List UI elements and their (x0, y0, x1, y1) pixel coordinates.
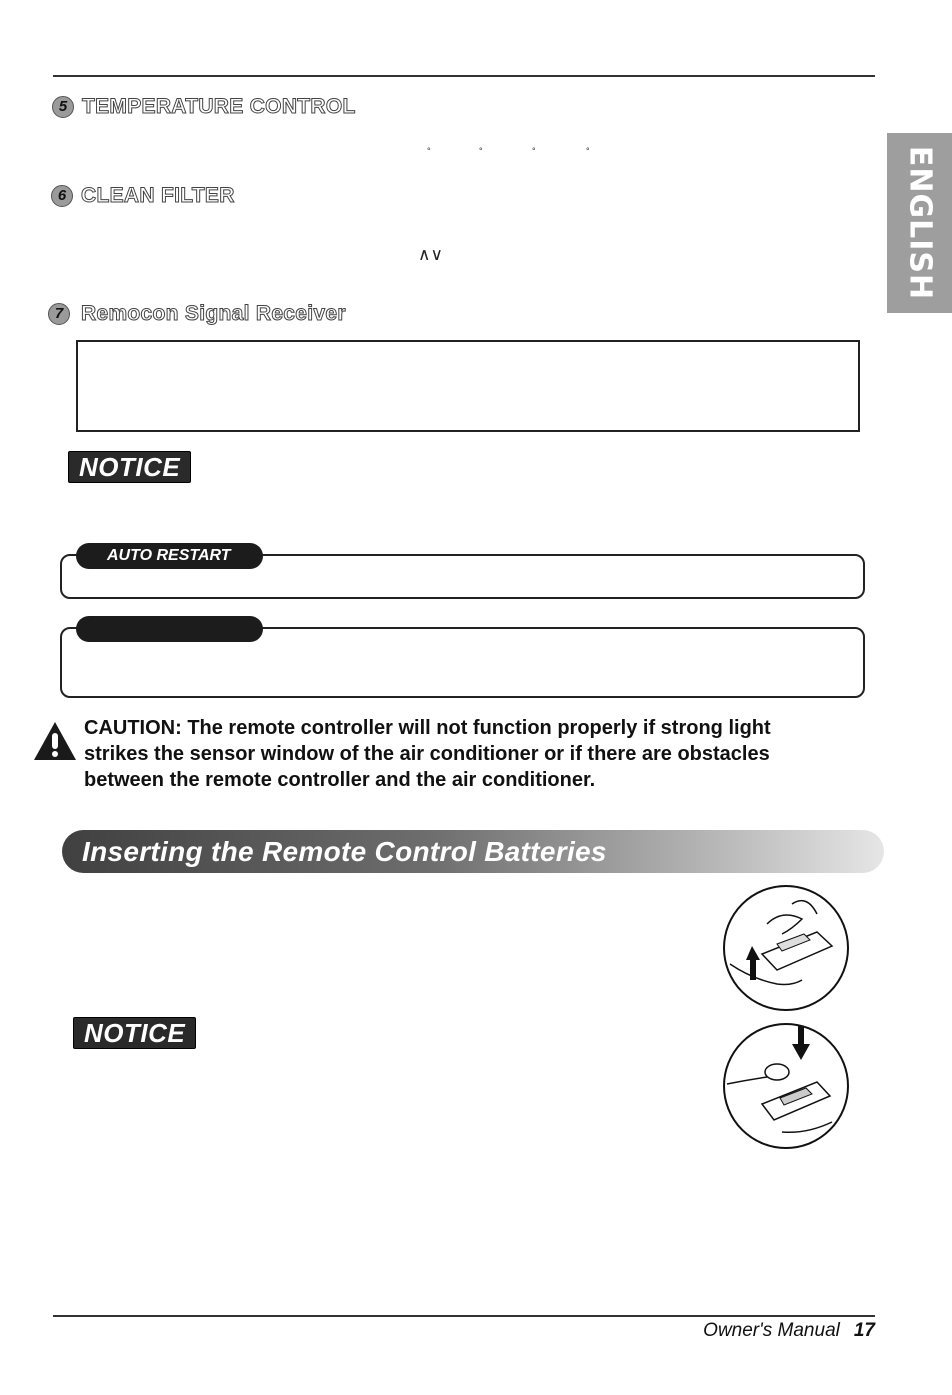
section-number-7: 7 (48, 303, 70, 325)
caution-text: CAUTION: The remote controller will not function properly if strong light strikes the sensor window of the air conditioner or if there are obstacles between the remote controller and the air conditioner. (84, 717, 771, 791)
insert-batteries-illustration (722, 1022, 852, 1150)
section-number-6: 6 (51, 185, 73, 207)
bottom-rule (53, 1315, 875, 1317)
notice-badge: NOTICE (73, 1017, 196, 1049)
up-down-arrows: ∧∨ (418, 245, 443, 264)
notice-badge: NOTICE (68, 451, 191, 483)
info-box-label (76, 616, 263, 642)
batteries-section-title: Inserting the Remote Control Batteries (82, 836, 607, 867)
batteries-section-banner (62, 830, 884, 873)
degree-symbol: ° (586, 146, 590, 156)
manual-title: Owner's Manual (703, 1320, 840, 1341)
section-number-5: 5 (52, 96, 74, 118)
page-number: 17 (853, 1320, 875, 1341)
degree-symbol: ° (532, 146, 536, 156)
top-rule (53, 75, 875, 77)
degree-symbol: ° (479, 146, 483, 156)
receiver-info-box (76, 340, 860, 432)
section-title-clean-filter: CLEAN FILTER (81, 184, 235, 207)
auto-restart-label: AUTO RESTART (76, 543, 263, 569)
remove-battery-cover-illustration (722, 884, 852, 1012)
page-footer (703, 1320, 875, 1342)
language-tab (887, 133, 952, 313)
warning-icon (32, 720, 78, 762)
section-title-remocon-signal-receiver: Remocon Signal Receiver (81, 302, 346, 325)
degree-symbol: ° (427, 146, 431, 156)
section-title-temperature-control: TEMPERATURE CONTROL (82, 95, 356, 118)
language-tab-label: ENGLISH (902, 145, 937, 301)
